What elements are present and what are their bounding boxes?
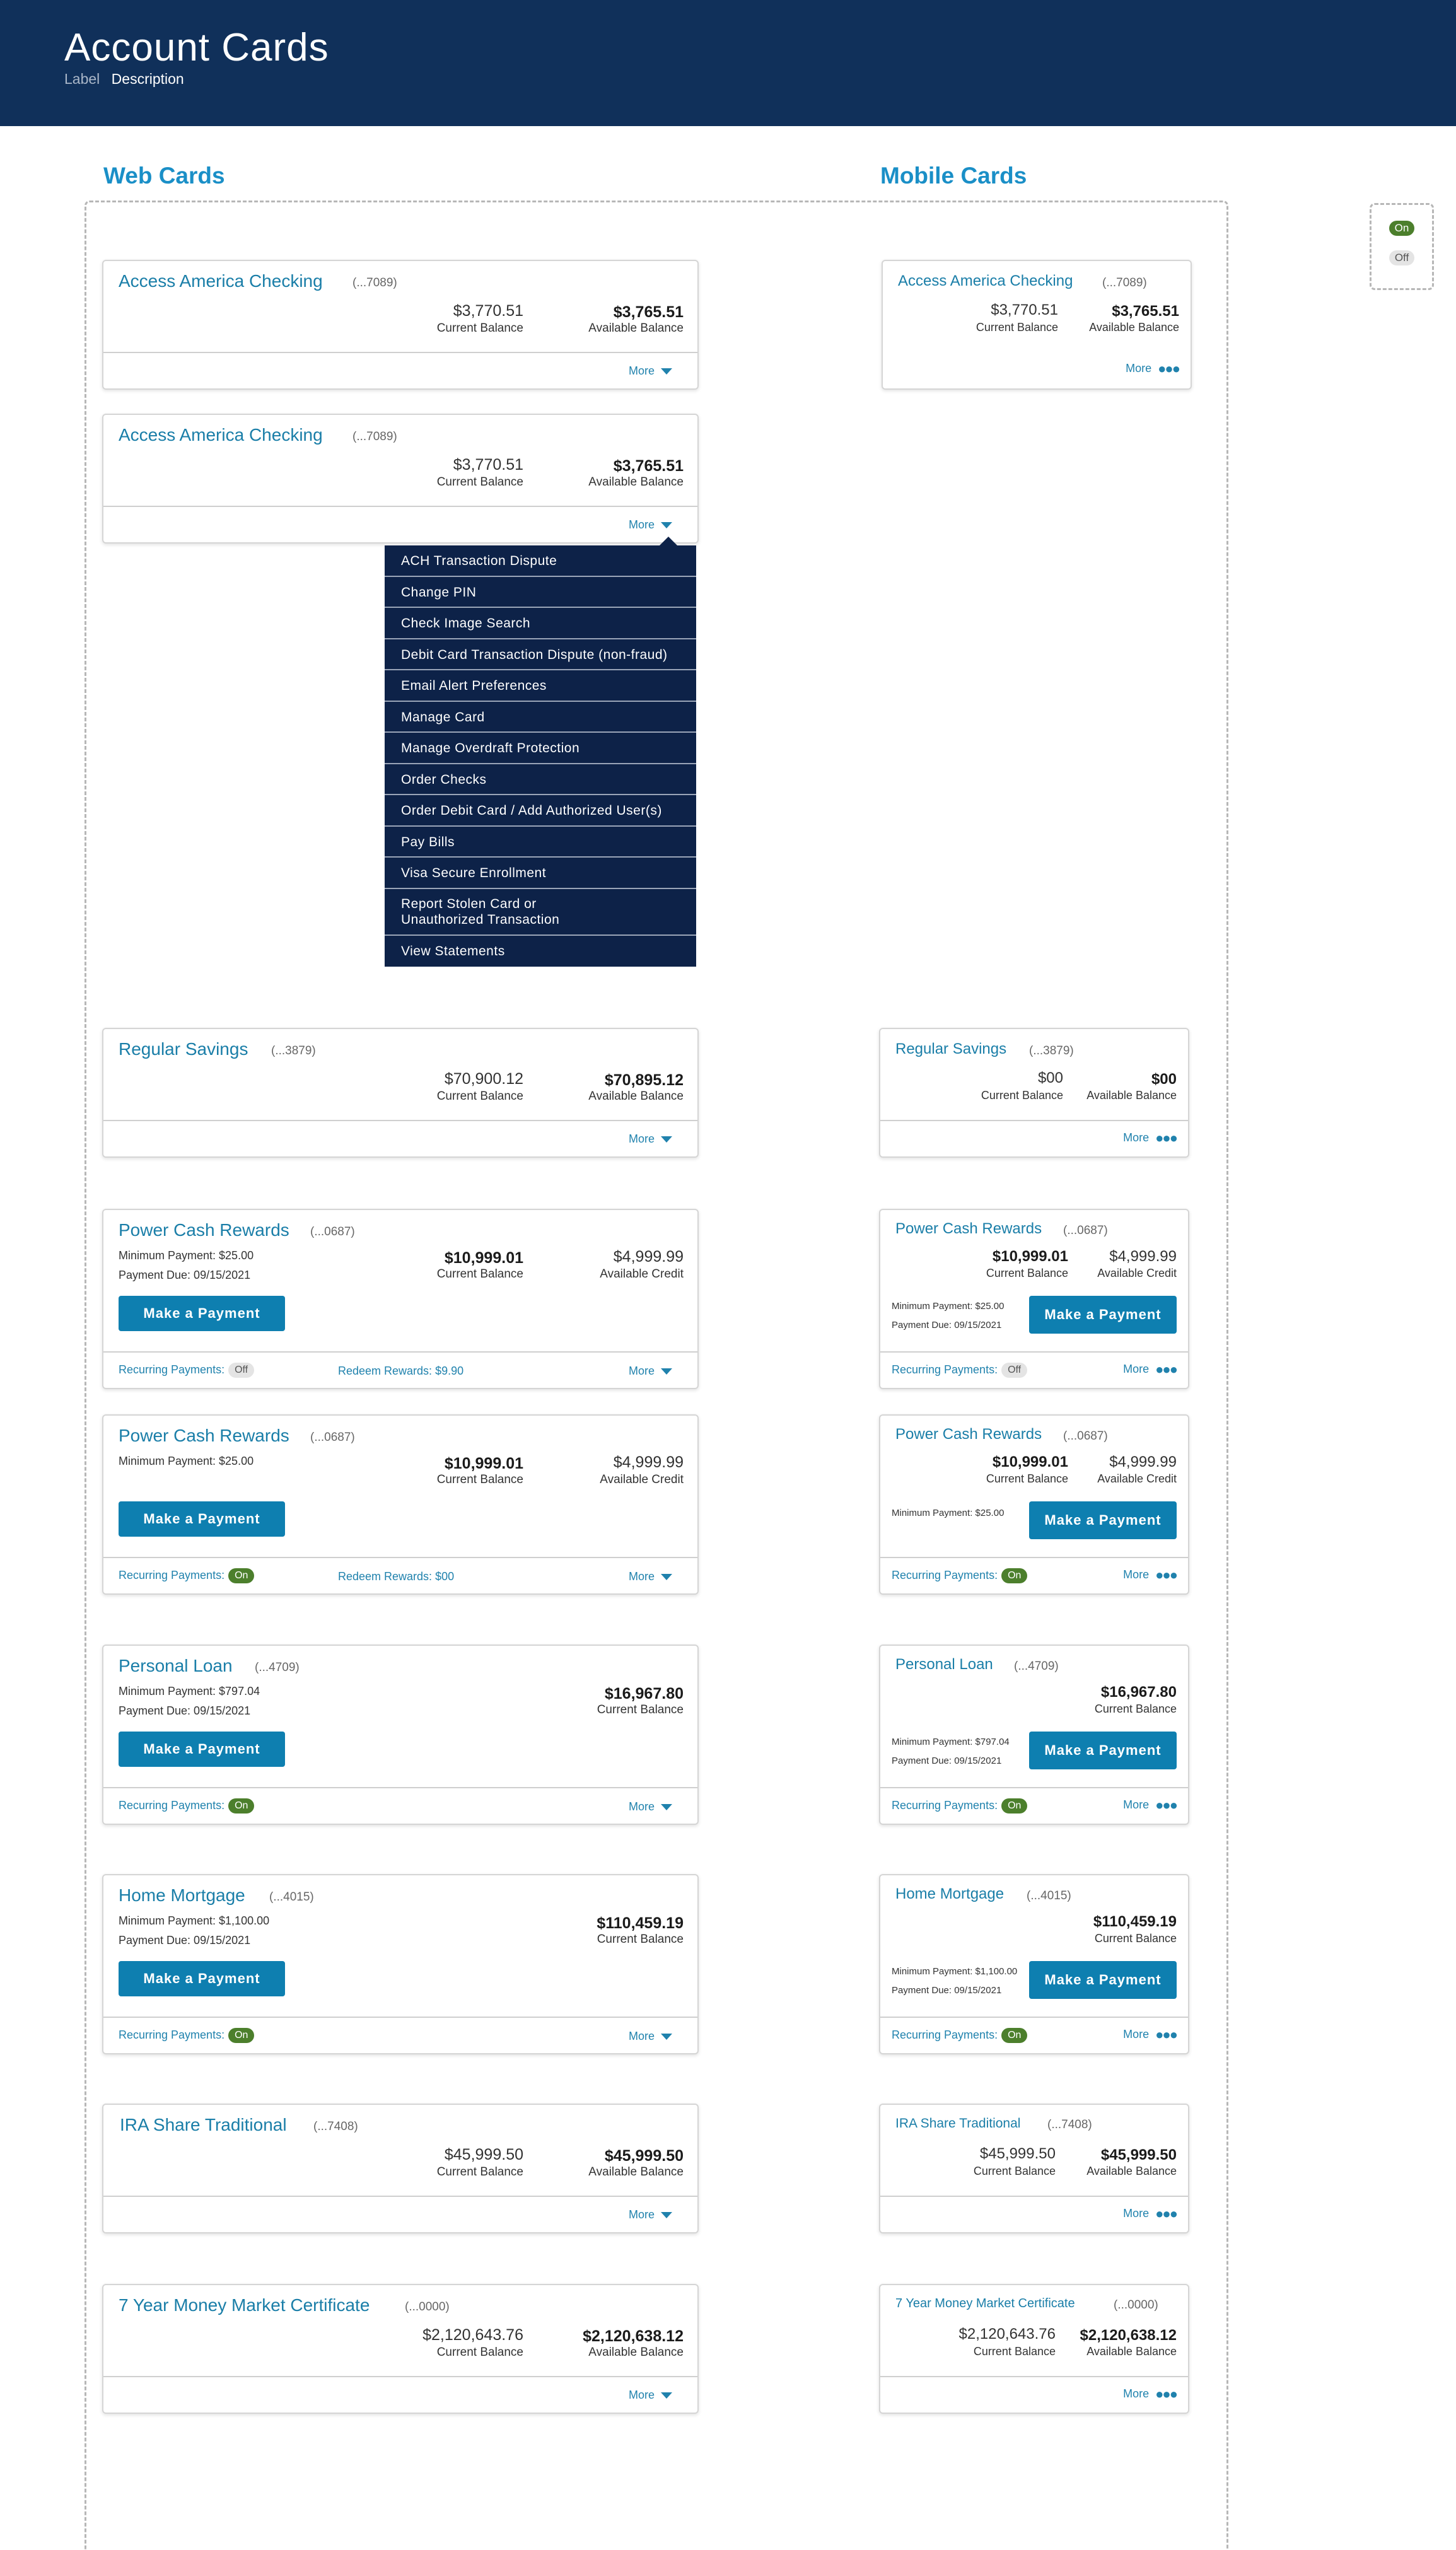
card-divider: [880, 1351, 1188, 1353]
account-name[interactable]: Regular Savings: [895, 1040, 1007, 1057]
account-number: (...0687): [310, 1225, 355, 1238]
current-balance-amount: $16,967.80: [1100, 1684, 1177, 1701]
minimum-payment: Minimum Payment: $25.00: [892, 1508, 1005, 1518]
more-label: More: [1123, 1363, 1150, 1375]
make-payment-button[interactable]: Make a Payment: [1029, 1501, 1177, 1539]
current-balance-amount: $16,967.80: [604, 1685, 684, 1703]
web-card-ira[interactable]: [102, 2104, 699, 2233]
menu-item-debit-dispute[interactable]: Debit Card Transaction Dispute (non-fraud): [385, 639, 696, 671]
available-balance-amount: $2,120,638.12: [1080, 2327, 1177, 2344]
mobile-card-personal-loan[interactable]: [879, 1645, 1189, 1825]
more-label: More: [1123, 2207, 1150, 2220]
minimum-payment: Minimum Payment: $25.00: [119, 1455, 254, 1467]
more-label: More: [1123, 2387, 1150, 2400]
payment-due: Payment Due: 09/15/2021: [119, 1269, 251, 1281]
caret-down-icon: [661, 368, 672, 375]
available-balance-label: Available Balance: [588, 322, 684, 335]
account-number: (...7408): [313, 2120, 358, 2133]
recurring-payments-toggle[interactable]: [119, 1798, 254, 1814]
more-menu-button[interactable]: [1123, 2387, 1177, 2401]
card-divider: [103, 352, 697, 353]
account-name[interactable]: Home Mortgage: [119, 1885, 245, 1905]
account-name[interactable]: Access America Checking: [119, 425, 323, 445]
toggle-on-badge[interactable]: On: [228, 1568, 254, 1583]
web-card-power-cash-rewards[interactable]: [102, 1209, 699, 1389]
card-divider: [880, 1120, 1188, 1121]
current-balance-label: Current Balance: [986, 1267, 1068, 1279]
legend-on-badge: On: [1389, 221, 1414, 236]
available-balance-label: Available Balance: [588, 2346, 684, 2359]
account-number: (...0687): [1063, 1429, 1108, 1443]
recurring-label: Recurring Payments:: [892, 1568, 998, 1581]
more-dropdown-menu: [385, 545, 696, 967]
mobile-card-power-cash-rewards-2[interactable]: [879, 1414, 1189, 1595]
account-name[interactable]: Personal Loan: [119, 1656, 233, 1675]
card-divider: [103, 1557, 697, 1558]
more-label: More: [1123, 2028, 1150, 2041]
available-balance-amount: $00: [1151, 1071, 1177, 1088]
current-balance-label: Current Balance: [436, 2165, 523, 2179]
current-balance-label: Current Balance: [597, 1933, 684, 1946]
card-divider: [880, 1557, 1188, 1558]
current-balance-amount: $110,459.19: [597, 1914, 684, 1932]
caret-down-icon: [661, 522, 672, 528]
card-divider: [103, 2017, 697, 2018]
current-balance-amount: $2,120,643.76: [422, 2326, 523, 2344]
more-label: More: [1123, 1568, 1150, 1581]
more-dots-icon: ●●●: [1155, 1130, 1177, 1146]
more-menu-button[interactable]: [629, 2208, 672, 2221]
more-menu-button[interactable]: [1126, 362, 1179, 376]
account-number: (...3879): [271, 1044, 316, 1057]
make-payment-button[interactable]: Make a Payment: [1029, 1732, 1177, 1769]
current-balance-amount: $2,120,643.76: [958, 2326, 1056, 2343]
account-name[interactable]: Access America Checking: [898, 272, 1073, 289]
redeem-rewards-link[interactable]: Redeem Rewards: $9.90: [338, 1365, 464, 1377]
account-name[interactable]: Personal Loan: [895, 1656, 993, 1673]
recurring-label: Recurring Payments:: [892, 1363, 998, 1376]
available-balance-amount: $70,895.12: [604, 1071, 684, 1089]
more-dots-icon: ●●●: [1158, 361, 1179, 377]
available-credit-amount: $4,999.99: [1109, 1453, 1177, 1470]
current-balance-label: Current Balance: [597, 1703, 684, 1716]
caret-down-icon: [661, 2034, 672, 2040]
available-balance-amount: $3,765.51: [613, 303, 684, 321]
caret-down-icon: [661, 2212, 672, 2218]
minimum-payment: Minimum Payment: $25.00: [892, 1301, 1005, 1312]
more-menu-button[interactable]: [629, 364, 672, 378]
account-name[interactable]: IRA Share Traditional: [895, 2116, 1021, 2131]
account-number: (...4015): [269, 1890, 314, 1904]
account-name[interactable]: 7 Year Money Market Certificate: [895, 2297, 1075, 2310]
menu-item-check-image-search[interactable]: Check Image Search: [385, 608, 696, 639]
caret-down-icon: [661, 1136, 672, 1143]
recurring-label: Recurring Payments:: [119, 2028, 225, 2041]
more-menu-button[interactable]: [1123, 1568, 1177, 1582]
minimum-payment: Minimum Payment: $1,100.00: [892, 1966, 1018, 1977]
current-balance-label: Current Balance: [973, 2345, 1056, 2358]
current-balance-amount: $45,999.50: [979, 2145, 1056, 2162]
payment-due: Payment Due: 09/15/2021: [119, 1704, 251, 1717]
account-name[interactable]: Power Cash Rewards: [895, 1426, 1042, 1443]
more-label: More: [628, 2389, 655, 2401]
account-number: (...7089): [352, 430, 397, 443]
web-card-savings[interactable]: [102, 1028, 699, 1158]
more-label: More: [1123, 1798, 1150, 1811]
menu-item-overdraft[interactable]: Manage Overdraft Protection: [385, 733, 696, 764]
account-number: (...0000): [1114, 2298, 1158, 2312]
account-number: (...7089): [352, 276, 397, 289]
web-card-home-mortgage[interactable]: [102, 1874, 699, 2054]
available-balance-amount: $45,999.50: [1100, 2146, 1177, 2163]
more-menu-button[interactable]: [629, 1132, 672, 1146]
more-label: More: [1126, 362, 1152, 375]
mobile-card-ira[interactable]: [879, 2104, 1189, 2233]
page-subtitle: [64, 71, 184, 88]
current-balance-amount: $00: [1037, 1069, 1063, 1086]
more-dots-icon: ●●●: [1155, 1567, 1177, 1583]
dropdown-pointer: [660, 537, 677, 545]
recurring-payments-toggle[interactable]: [892, 1568, 1027, 1583]
current-balance-amount: $45,999.50: [444, 2146, 523, 2163]
toggle-on-badge[interactable]: On: [1001, 1568, 1027, 1583]
menu-item-manage-card[interactable]: Manage Card: [385, 702, 696, 733]
more-label: More: [628, 1570, 655, 1583]
available-balance-label: Available Balance: [588, 2165, 684, 2179]
make-payment-button[interactable]: Make a Payment: [119, 1501, 285, 1537]
toggle-off-badge[interactable]: Off: [1001, 1363, 1027, 1378]
current-balance-amount: $10,999.01: [992, 1248, 1068, 1265]
caret-down-icon: [661, 1368, 672, 1375]
current-balance-label: Current Balance: [1094, 1932, 1177, 1945]
recurring-payments-toggle[interactable]: [119, 2028, 254, 2043]
minimum-payment: Minimum Payment: $25.00: [119, 1249, 254, 1262]
available-balance-label: Available Balance: [1089, 321, 1179, 334]
current-balance-amount: $70,900.12: [444, 1070, 523, 1088]
more-label: More: [628, 1800, 655, 1813]
available-credit-label: Available Credit: [600, 1473, 684, 1486]
more-dots-icon: ●●●: [1155, 2206, 1177, 2222]
current-balance-label: Current Balance: [1094, 1703, 1177, 1715]
web-cards-heading: Web Cards: [103, 163, 225, 189]
card-divider: [880, 1787, 1188, 1788]
menu-item-view-statements[interactable]: View Statements: [401, 943, 505, 958]
redeem-rewards-link[interactable]: Redeem Rewards: $00: [338, 1570, 455, 1583]
make-payment-button[interactable]: Make a Payment: [119, 1296, 285, 1331]
mobile-card-money-market-certificate[interactable]: [879, 2284, 1189, 2414]
more-menu-button[interactable]: [629, 1365, 672, 1378]
menu-item-report-stolen[interactable]: Report Stolen Card or Unauthorized Transaction: [385, 889, 696, 936]
recurring-payments-toggle[interactable]: [892, 1798, 1027, 1814]
mobile-card-home-mortgage[interactable]: [879, 1874, 1189, 2054]
more-menu-button[interactable]: [1123, 2028, 1177, 2042]
mobile-card-savings[interactable]: [879, 1028, 1189, 1158]
card-divider: [103, 506, 697, 507]
recurring-label: Recurring Payments:: [892, 1798, 998, 1812]
current-balance-label: Current Balance: [436, 2346, 523, 2359]
available-credit-label: Available Credit: [1097, 1472, 1177, 1485]
account-name[interactable]: Home Mortgage: [895, 1885, 1005, 1902]
menu-item-ach-dispute[interactable]: ACH Transaction Dispute: [385, 545, 696, 577]
page-header: [0, 0, 1456, 126]
legend-off-badge: Off: [1389, 250, 1414, 265]
header-label: Label: [64, 71, 100, 87]
menu-item-visa-secure[interactable]: Visa Secure Enrollment: [385, 858, 696, 889]
card-divider: [103, 1351, 697, 1353]
header-description: Description: [111, 71, 184, 87]
account-number: (...4015): [1027, 1889, 1071, 1902]
account-name[interactable]: Regular Savings: [119, 1039, 248, 1059]
minimum-payment: Minimum Payment: $1,100.00: [119, 1914, 270, 1927]
available-balance-label: Available Balance: [588, 1090, 684, 1103]
more-label: More: [628, 2208, 655, 2221]
card-divider: [880, 2196, 1188, 2197]
account-name[interactable]: Power Cash Rewards: [119, 1220, 289, 1240]
more-menu-button[interactable]: [629, 518, 672, 532]
recurring-payments-toggle[interactable]: [119, 1363, 254, 1378]
recurring-payments-toggle[interactable]: [892, 2028, 1027, 2043]
more-label: More: [1123, 1131, 1150, 1144]
mobile-cards-heading: Mobile Cards: [880, 163, 1027, 189]
available-credit-label: Available Credit: [600, 1267, 684, 1281]
account-name[interactable]: Access America Checking: [119, 271, 323, 291]
payment-due: Payment Due: 09/15/2021: [892, 1755, 1002, 1766]
toggle-on-badge[interactable]: On: [228, 1798, 254, 1814]
make-payment-button[interactable]: Make a Payment: [1029, 1961, 1177, 1999]
account-number: (...4709): [255, 1661, 300, 1674]
more-menu-button[interactable]: [629, 1800, 672, 1814]
web-card-power-cash-rewards-2[interactable]: [102, 1414, 699, 1595]
toggle-off-badge[interactable]: Off: [228, 1363, 254, 1378]
toggle-on-badge[interactable]: On: [1001, 2028, 1027, 2043]
available-balance-label: Available Balance: [1086, 1089, 1177, 1102]
menu-item-order-debit-card[interactable]: Order Debit Card / Add Authorized User(s): [385, 795, 696, 827]
available-credit-amount: $4,999.99: [1109, 1248, 1177, 1265]
available-credit-amount: $4,999.99: [613, 1248, 684, 1266]
current-balance-label: Current Balance: [976, 321, 1058, 334]
available-balance-label: Available Balance: [588, 475, 684, 489]
recurring-payments-toggle[interactable]: [119, 1568, 254, 1583]
more-menu-button[interactable]: [1123, 1798, 1177, 1812]
account-number: (...4709): [1014, 1660, 1059, 1673]
web-card-checking[interactable]: [102, 260, 699, 390]
make-payment-button[interactable]: Make a Payment: [119, 1732, 285, 1767]
current-balance-label: Current Balance: [436, 1473, 523, 1486]
available-balance-amount: $3,765.51: [1112, 303, 1179, 320]
account-name[interactable]: Power Cash Rewards: [895, 1220, 1042, 1237]
current-balance-amount: $3,770.51: [991, 301, 1058, 318]
recurring-label: Recurring Payments:: [119, 1363, 225, 1376]
recurring-label: Recurring Payments:: [892, 2028, 998, 2041]
current-balance-amount: $110,459.19: [1093, 1913, 1177, 1930]
account-number: (...7089): [1102, 276, 1147, 289]
account-number: (...0687): [310, 1431, 355, 1444]
available-credit-label: Available Credit: [1097, 1267, 1177, 1279]
card-divider: [103, 2376, 697, 2377]
more-label: More: [628, 1132, 655, 1145]
more-menu-button[interactable]: [629, 2030, 672, 2043]
minimum-payment: Minimum Payment: $797.04: [119, 1685, 260, 1697]
minimum-payment: Minimum Payment: $797.04: [892, 1737, 1010, 1747]
mobile-card-checking[interactable]: [882, 260, 1192, 390]
card-divider: [880, 2376, 1188, 2377]
toggle-on-badge[interactable]: On: [1001, 1798, 1027, 1814]
more-menu-button[interactable]: [1123, 2207, 1177, 2221]
menu-item-pay-bills[interactable]: Pay Bills: [385, 827, 696, 858]
current-balance-amount: $10,999.01: [444, 1455, 523, 1472]
make-payment-button[interactable]: Make a Payment: [119, 1961, 285, 1996]
more-dots-icon: ●●●: [1155, 1797, 1177, 1814]
more-label: More: [628, 2030, 655, 2042]
available-balance-amount: $2,120,638.12: [583, 2327, 684, 2345]
web-card-money-market-certificate[interactable]: [102, 2284, 699, 2414]
web-card-checking-expanded[interactable]: [102, 414, 699, 544]
more-menu-button[interactable]: [629, 2389, 672, 2402]
caret-down-icon: [661, 1804, 672, 1810]
toggle-on-badge[interactable]: On: [228, 2028, 254, 2043]
account-name[interactable]: IRA Share Traditional: [120, 2115, 287, 2134]
current-balance-amount: $10,999.01: [992, 1453, 1068, 1470]
current-balance-label: Current Balance: [436, 1090, 523, 1103]
card-divider: [103, 1787, 697, 1788]
caret-down-icon: [661, 1574, 672, 1580]
more-label: More: [628, 1365, 655, 1377]
account-number: (...7408): [1047, 2118, 1092, 2131]
account-number: (...0687): [1063, 1224, 1108, 1237]
current-balance-label: Current Balance: [436, 322, 523, 335]
payment-due: Payment Due: 09/15/2021: [892, 1320, 1002, 1330]
current-balance-amount: $3,770.51: [453, 456, 523, 474]
current-balance-label: Current Balance: [973, 2165, 1056, 2177]
current-balance-label: Current Balance: [436, 1267, 523, 1281]
account-number: (...3879): [1029, 1044, 1074, 1057]
account-name[interactable]: 7 Year Money Market Certificate: [119, 2295, 370, 2315]
account-name[interactable]: Power Cash Rewards: [119, 1426, 289, 1445]
recurring-payments-toggle[interactable]: [892, 1363, 1027, 1378]
more-menu-button[interactable]: [1123, 1131, 1177, 1145]
more-menu-button[interactable]: [629, 1570, 672, 1583]
more-dots-icon: ●●●: [1155, 2027, 1177, 2043]
available-balance-amount: $45,999.50: [604, 2147, 684, 2165]
card-divider: [103, 1120, 697, 1121]
recurring-label: Recurring Payments:: [119, 1568, 225, 1581]
mobile-card-power-cash-rewards[interactable]: [879, 1209, 1189, 1389]
account-number: (...0000): [405, 2300, 450, 2314]
more-dots-icon: ●●●: [1155, 2386, 1177, 2402]
payment-due: Payment Due: 09/15/2021: [892, 1985, 1002, 1996]
more-label: More: [628, 364, 655, 377]
available-credit-amount: $4,999.99: [613, 1453, 684, 1471]
more-label: More: [628, 518, 655, 531]
recurring-label: Recurring Payments:: [119, 1798, 225, 1812]
current-balance-amount: $10,999.01: [444, 1249, 523, 1267]
current-balance-label: Current Balance: [981, 1089, 1063, 1102]
available-balance-amount: $3,765.51: [613, 457, 684, 475]
more-menu-button[interactable]: [1123, 1363, 1177, 1377]
menu-item-email-alerts[interactable]: Email Alert Preferences: [385, 670, 696, 702]
menu-item-order-checks[interactable]: Order Checks: [385, 764, 696, 796]
payment-due: Payment Due: 09/15/2021: [119, 1934, 251, 1947]
caret-down-icon: [661, 2392, 672, 2399]
card-divider: [103, 2196, 697, 2197]
more-dots-icon: ●●●: [1155, 1361, 1177, 1378]
page-title: Account Cards: [64, 26, 329, 69]
current-balance-label: Current Balance: [986, 1472, 1068, 1485]
current-balance-label: Current Balance: [436, 475, 523, 489]
web-card-personal-loan[interactable]: [102, 1645, 699, 1825]
make-payment-button[interactable]: Make a Payment: [1029, 1296, 1177, 1334]
menu-item-change-pin[interactable]: Change PIN: [385, 577, 696, 608]
legend-frame: [1370, 203, 1434, 290]
available-balance-label: Available Balance: [1086, 2165, 1177, 2177]
available-balance-label: Available Balance: [1086, 2345, 1177, 2358]
current-balance-amount: $3,770.51: [453, 302, 523, 320]
card-divider: [880, 2017, 1188, 2018]
